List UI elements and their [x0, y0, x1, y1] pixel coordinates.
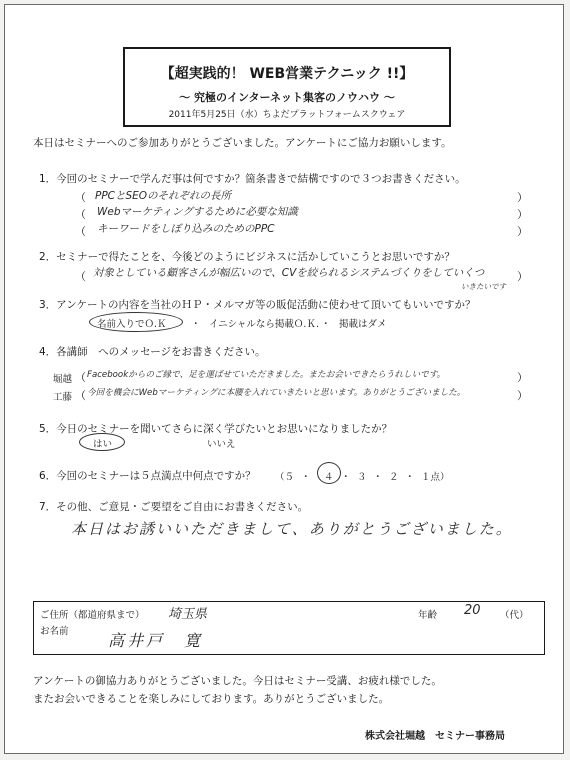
seminar-title: 【超実践的！ WEB営業テクニック !!】: [160, 66, 414, 82]
age-value: 20: [464, 603, 481, 618]
signature: 株式会社堀越 セミナー事務局: [365, 731, 505, 742]
seminar-date-venue: 2011年5月25日（水）ちよだプラットフォームスクウェア: [168, 110, 406, 120]
intro-text: 本日はセミナーへのご参加ありがとうございました。アンケートにご協力お願いします。: [33, 137, 452, 149]
q6-sep-1: ・: [301, 472, 311, 483]
q7-answer: 本日はお誘いいただきまして、ありがとうございました。: [71, 520, 513, 538]
q4-message-horikoshi: Facebookからのご縁で、足を運ばせていただきました。またお会いできたらうれしいです。: [87, 370, 446, 380]
header-box: [123, 47, 451, 127]
q3-bullet-2: ・: [321, 319, 331, 330]
q3-option-no: 掲載はダメ: [339, 319, 387, 330]
q3-option-named: 名前入りでＯ.Ｋ: [97, 319, 167, 330]
address-label: ご住所（都道府県まで）: [40, 610, 145, 621]
closing-line-2: またお会いできることを楽しみにしております。ありがとうございました。: [33, 693, 390, 705]
q6-question: 6．今回のセミナーは５点満点中何点ですか？: [39, 470, 256, 482]
q2-question: 2．セミナーで得たことを、今後どのようにビジネスに活かしていこうとお思いですか？: [39, 251, 455, 263]
q6-sep-2: ・: [341, 472, 351, 483]
q4-paren-close-2: ）: [517, 389, 528, 402]
q2-answer-cont: いきたいです: [461, 282, 506, 291]
q6-score-2: ２: [389, 472, 399, 483]
q2-paren-close: ）: [517, 270, 528, 283]
q1-answer-1: PPCとSEOのそれぞれの長所: [95, 190, 232, 202]
q5-question: 5．今日のセミナーを聞いてさらに深く学びたいとお思いになりましたか？: [39, 423, 393, 435]
q4-question: 4．各講師 へのメッセージをお書きください。: [39, 346, 266, 358]
name-label: お名前: [40, 626, 69, 637]
q6-sep-3: ・: [373, 472, 383, 483]
q1-paren-close-3: ）: [517, 225, 528, 238]
q6-score-5: （５: [275, 472, 295, 483]
q5-option-yes: はい: [93, 439, 113, 450]
q1-paren-close-1: ）: [517, 191, 528, 204]
q5-option-no: いいえ: [207, 439, 236, 450]
q6-score-3: ３: [357, 472, 367, 483]
q4-paren-open-1: （: [75, 371, 86, 384]
q3-option-initial: イニシャルなら掲載Ｏ.Ｋ.: [209, 319, 319, 330]
q1-answer-2: Webマーケティングするために必要な知識: [97, 206, 298, 218]
q4-paren-open-2: （: [75, 389, 86, 402]
address-value: 埼玉県: [168, 607, 208, 622]
q1-paren-open-2: （: [75, 208, 86, 221]
respondent-info-box: [33, 601, 545, 655]
q1-answer-3: キーワードをしぼり込みのためのPPC: [97, 223, 275, 235]
survey-sheet: [4, 4, 564, 754]
age-label: 年齢: [418, 610, 438, 621]
q6-sep-4: ・: [405, 472, 415, 483]
q2-paren-open: （: [75, 270, 86, 283]
q1-paren-close-2: ）: [517, 208, 528, 221]
q4-paren-close-1: ）: [517, 371, 528, 384]
closing-line-1: アンケートの御協力ありがとうございました。今日はセミナー受講、お疲れ様でした。: [33, 675, 442, 687]
q6-score-1: １点）: [421, 472, 450, 483]
q4-name-kudo: 工藤: [53, 392, 73, 403]
q1-paren-open-3: （: [75, 225, 86, 238]
q3-bullet-1: ・: [191, 319, 201, 330]
q1-paren-open-1: （: [75, 191, 86, 204]
q4-message-kudo: 今回を機会にWebマーケティングに本腰を入れていきたいと思います。ありがとうございました。: [87, 388, 466, 398]
q4-name-horikoshi: 堀越: [53, 374, 73, 385]
name-value: 高井戸 寛: [108, 631, 204, 650]
seminar-subtitle: ～ 究極のインターネット集客のノウハウ ～: [179, 91, 395, 104]
q2-answer: 対象としている顧客さんが幅広いので、CVを絞られるシステムづくりをしていくつ: [93, 267, 485, 279]
q7-question: 7．その他、ご意見・ご要望をご自由にお書きください。: [39, 501, 309, 513]
age-suffix: （代）: [500, 610, 529, 621]
q1-question: 1．今回のセミナーで学んだ事は何ですか？箇条書きで結構ですので３つお書きください。: [39, 173, 466, 185]
q3-question: 3．アンケートの内容を当社のＨＰ・メルマガ等の販促活動に使わせて頂いてもいいですか？: [39, 299, 476, 311]
q6-score-4: ４: [324, 472, 334, 483]
